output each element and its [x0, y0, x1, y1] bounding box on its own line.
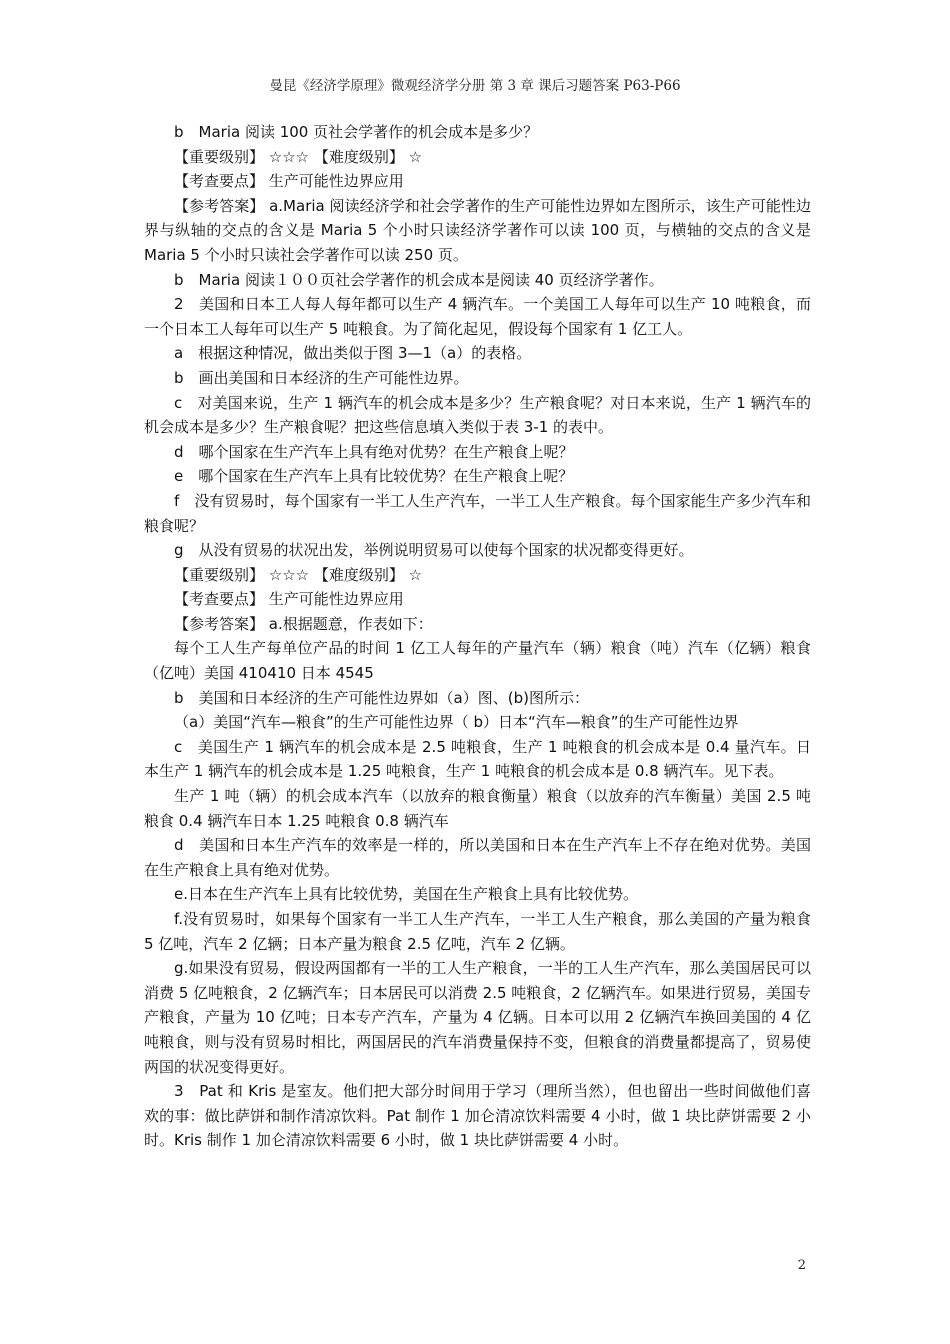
- paragraph: b Maria 阅读 100 页社会学著作的机会成本是多少？: [174, 123, 539, 141]
- paragraph: g.如果没有贸易，假设两国都有一半的工人生产粮食，一半的工人生产汽车，那么美国居民可以消费 5 亿吨粮食，2 亿辆汽车；日本居民可以消费 2.5 吨粮食，2 亿辆汽车。如果进行贸易，美国专产粮食，产量为 10 亿吨；日本专产汽车，产量为 4 亿辆。日本可以用 2 亿辆汽车换回美国的 4 亿吨粮食，则与没有贸易时相比，两国居民的汽车消费量保持不变，但粮食的消费量都提高了，贸易使两国的状况变得更好。: [144, 959, 811, 1076]
- paragraph: c 美国生产 1 辆汽车的机会成本是 2.5 吨粮食，生产 1 吨粮食的机会成本是 0.4 量汽车。日本生产 1 辆汽车的机会成本是 1.25 吨粮食，生产 1 吨粮食的机会成本是 0.8 辆汽车。见下表。: [144, 737, 811, 781]
- paragraph: f 没有贸易时，每个国家有一半工人生产汽车，一半工人生产粮食。每个国家能生产多少汽车和粮食呢？: [144, 491, 811, 535]
- paragraph: d 美国和日本生产汽车的效率是一样的，所以美国和日本在生产汽车上不存在绝对优势。美国在生产粮食上具有绝对优势。: [144, 836, 811, 879]
- body-text: [144, 120, 811, 1153]
- page-number: 2: [797, 1258, 806, 1273]
- paragraph: e.日本在生产汽车上具有比较优势，美国在生产粮食上具有比较优势。: [174, 885, 638, 904]
- paragraph: 【考查要点】 生产可能性边界应用: [174, 172, 404, 191]
- paragraph: 2 美国和日本工人每人每年都可以生产 4 辆汽车。一个美国工人每年可以生产 10 吨粮食，而一个日本工人每年可以生产 5 吨粮食。为了简化起见，假设每个国家有 1 亿工人。: [144, 295, 811, 338]
- paragraph: b 美国和日本经济的生产可能性边界如（a）图、(b)图所示：: [174, 688, 589, 707]
- paragraph: 【考查要点】 生产可能性边界应用: [174, 590, 404, 609]
- paragraph: 【参考答案】 a.根据题意，作表如下：: [174, 614, 433, 633]
- paragraph: 生产 1 吨（辆）的机会成本汽车（以放弃的粮食衡量）粮食（以放弃的汽车衡量）美国 2.5 吨粮食 0.4 辆汽车日本 1.25 吨粮食 0.8 辆汽车: [144, 787, 811, 830]
- paragraph: f.没有贸易时，如果每个国家有一半工人生产汽车，一半工人生产粮食，那么美国的产量为粮食 5 亿吨，汽车 2 亿辆；日本产量为粮食 2.5 亿吨，汽车 2 亿辆。: [144, 910, 811, 953]
- paragraph: c 对美国来说，生产 1 辆汽车的机会成本是多少？生产粮食呢？对日本来说，生产 1 辆汽车的机会成本是多少？生产粮食呢？把这些信息填入类似于表 3-1 的表中。: [144, 393, 811, 437]
- paragraph: 每个工人生产每单位产品的时间 1 亿工人每年的产量汽车（辆）粮食（吨）汽车（亿辆）粮食（亿吨）美国 410410 日本 4545: [144, 639, 811, 683]
- paragraph: a 根据这种情况，做出类似于图 3—1（a）的表格。: [174, 344, 532, 363]
- paragraph: d 哪个国家在生产汽车上具有绝对优势？在生产粮食上呢？: [174, 442, 574, 461]
- running-header: 曼昆《经济学原理》微观经济学分册 第 3 章 课后习题答案 P63-P66: [269, 78, 681, 94]
- paragraph: 【参考答案】 a.Maria 阅读经济学和社会学著作的生产可能性边界如左图所示，该生产可能性边界与纵轴的交点的含义是 Maria 5 个小时只读经济学著作可以读 100 页，与横轴的交点的含义是 Maria 5 个小时只读社会学著作可以读 250 页。: [144, 196, 811, 264]
- paragraph: （a）美国“汽车—粮食”的生产可能性边界（ b）日本“汽车—粮食”的生产可能性边界: [174, 713, 739, 732]
- paragraph: e 哪个国家在生产汽车上具有比较优势？在生产粮食上呢？: [174, 467, 574, 486]
- paragraph: 3 Pat 和 Kris 是室友。他们把大部分时间用于学习（理所当然），但也留出一些时间做他们喜欢的事：做比萨饼和制作清凉饮料。Pat 制作 1 加仑清凉饮料需要 4 小时，做 1 块比萨饼需要 2 小时。Kris 制作 1 加仑清凉饮料需要 6 小时，做 1 块比萨饼需要 4 小时。: [144, 1082, 811, 1150]
- paragraph: 【重要级别】 ☆☆☆ 【难度级别】 ☆: [174, 565, 423, 584]
- paragraph: b Maria 阅读１００页社会学著作的机会成本是阅读 40 页经济学著作。: [174, 270, 664, 289]
- paragraph: b 画出美国和日本经济的生产可能性边界。: [174, 368, 469, 387]
- paragraph: g 从没有贸易的状况出发，举例说明贸易可以使每个国家的状况都变得更好。: [174, 541, 694, 560]
- paragraph: 【重要级别】 ☆☆☆ 【难度级别】 ☆: [174, 147, 423, 166]
